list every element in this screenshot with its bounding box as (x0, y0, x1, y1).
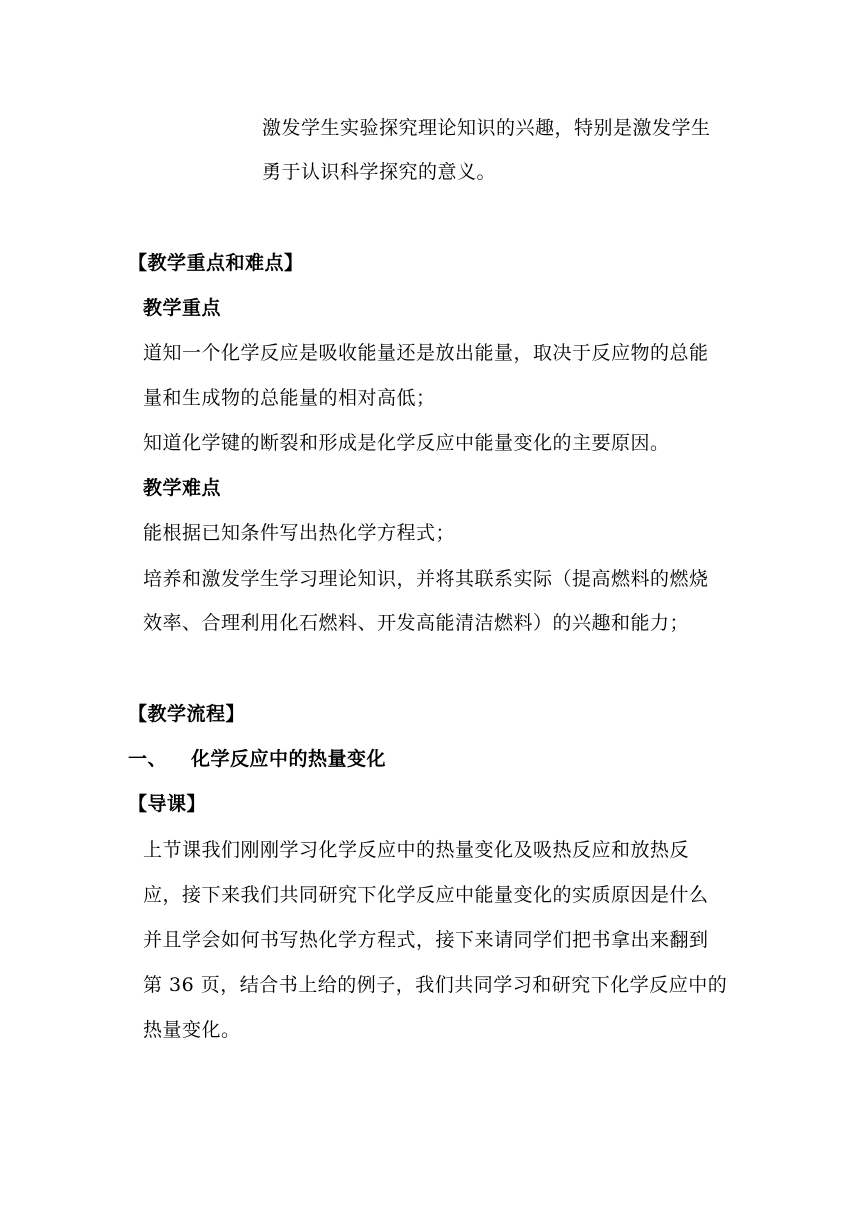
lead-in-line-1: 上节课我们刚刚学习化学反应中的热量变化及吸热反应和放热反 (143, 839, 690, 861)
intro-line-1: 激发学生实验探究理论知识的兴趣，特别是激发学生 (262, 117, 711, 139)
process-item-1 (128, 745, 386, 773)
key-point-line-3: 知道化学键的断裂和形成是化学反应中能量变化的主要原因。 (143, 432, 670, 454)
difficult-point-line-1: 能根据已知条件写出热化学方程式； (143, 522, 456, 544)
difficult-point-line-2: 培养和激发学生学习理论知识，并将其联系实际（提高燃料的燃烧 (143, 568, 709, 590)
key-points-subtitle: 教学重点 (143, 297, 222, 319)
intro-line-2: 勇于认识科学探究的意义。 (262, 161, 497, 183)
lead-in-line-3: 并且学会如何书写热化学方程式，接下来请同学们把书拿出来翻到 (143, 929, 709, 951)
lead-in-line-5: 热量变化。 (143, 1019, 241, 1041)
key-points-heading: 【教学重点和难点】 (128, 252, 304, 274)
lead-in-line-4: 第 36 页，结合书上给的例子，我们共同学习和研究下化学反应中的 (143, 974, 728, 996)
process-item-1-number: 一、 (128, 748, 168, 770)
key-point-line-1: 道知一个化学反应是吸收能量还是放出能量，取决于反应物的总能 (143, 342, 709, 364)
lead-in-heading: 【导课】 (128, 793, 207, 815)
process-item-1-title: 化学反应中的热量变化 (191, 748, 387, 770)
process-heading: 【教学流程】 (128, 703, 246, 725)
key-point-line-2: 量和生成物的总能量的相对高低； (143, 387, 436, 409)
lead-in-line-2: 应，接下来我们共同研究下化学反应中能量变化的实质原因是什么 (143, 884, 709, 906)
difficult-point-line-3: 效率、合理利用化石燃料、开发高能清洁燃料）的兴趣和能力； (143, 612, 690, 634)
difficult-points-subtitle: 教学难点 (143, 477, 222, 499)
